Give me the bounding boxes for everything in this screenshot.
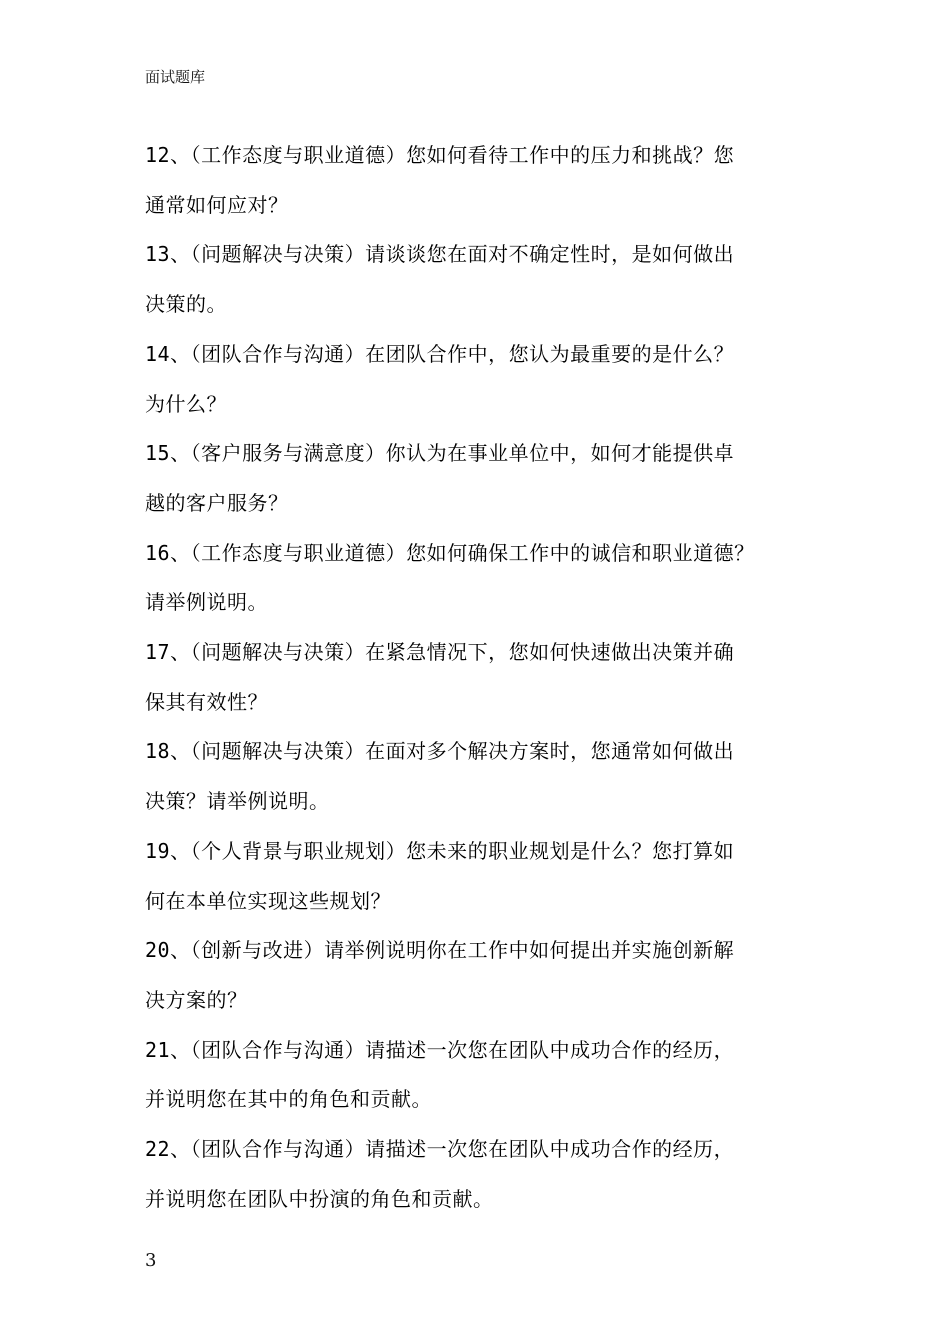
question-22: 22、（团队合作与沟通）请描述一次您在团队中成功合作的经历， 并说明您在团队中扮演的角色和贡献。 — [145, 1137, 735, 1211]
question-list — [145, 131, 835, 1224]
question-19: 19、（个人背景与职业规划）您未来的职业规划是什么？您打算如 何在本单位实现这些规划？ — [145, 838, 735, 913]
question-17: 17、（问题解决与决策）在紧急情况下，您如何快速做出决策并确 保其有效性？ — [145, 640, 735, 714]
question-12: 12、（工作态度与职业道德）您如何看待工作中的压力和挑战？您 通常如何应对？ — [145, 143, 735, 217]
question-13: 13、（问题解决与决策）请谈谈您在面对不确定性时，是如何做出 决策的。 — [145, 242, 735, 317]
question-21: 21、（团队合作与沟通）请描述一次您在团队中成功合作的经历， 并说明您在其中的角色和贡献。 — [145, 1037, 735, 1112]
question-16: 16、（工作态度与职业道德）您如何确保工作中的诚信和职业道德？ 请举例说明。 — [145, 540, 755, 615]
page-number: 3 — [145, 1250, 157, 1271]
question-15: 15、（客户服务与满意度）你认为在事业单位中，如何才能提供卓 越的客户服务？ — [145, 441, 735, 515]
question-20: 20、（创新与改进）请举例说明你在工作中如何提出并实施创新解 决方案的？ — [145, 938, 735, 1012]
question-18: 18、（问题解决与决策）在面对多个解决方案时，您通常如何做出 决策？请举例说明。 — [145, 739, 735, 814]
page-header: 面试题库 — [145, 68, 206, 86]
question-14: 14、（团队合作与沟通）在团队合作中，您认为最重要的是什么？ 为什么？ — [145, 341, 735, 416]
